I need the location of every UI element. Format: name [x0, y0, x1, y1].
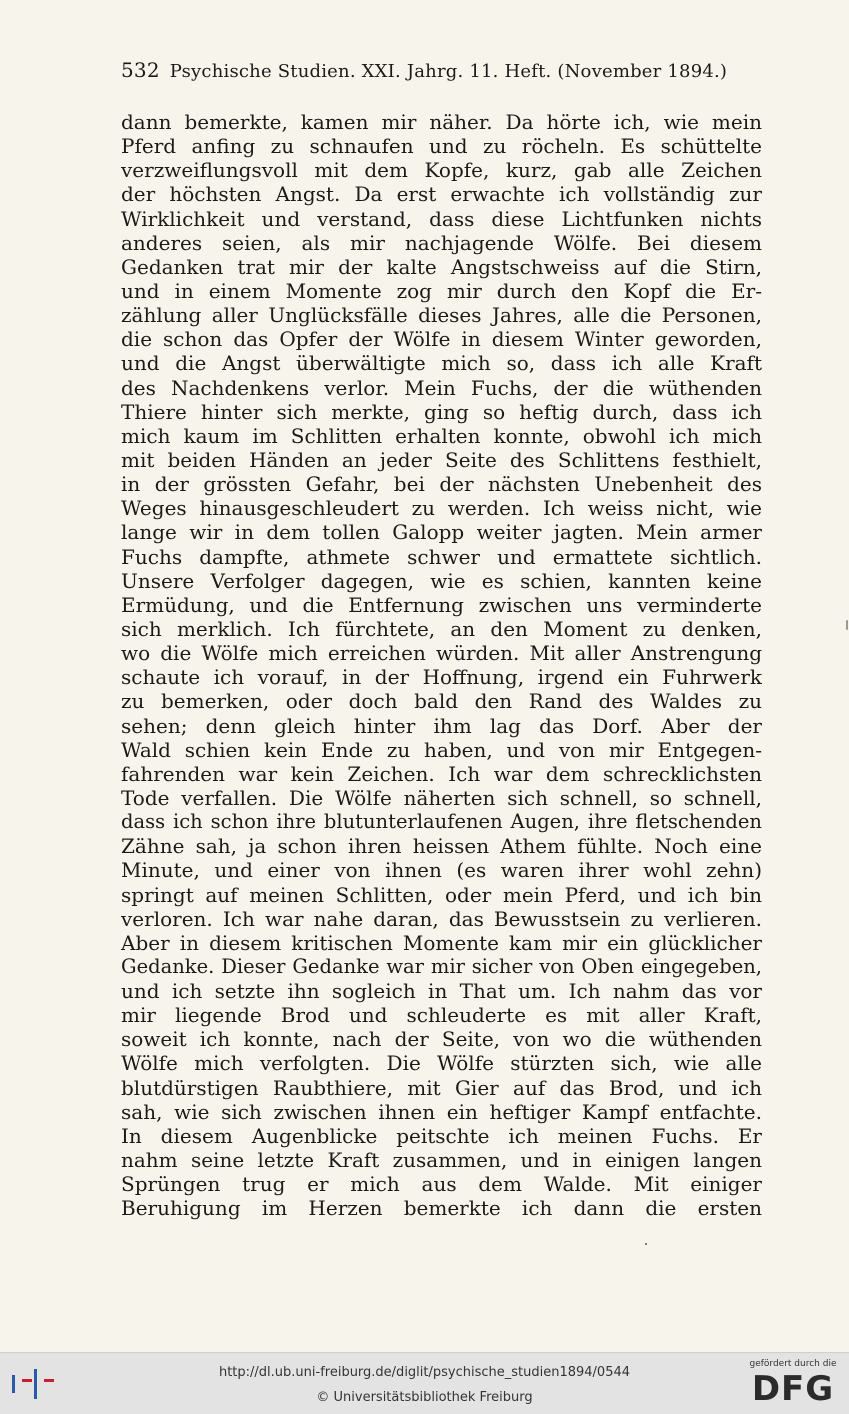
text-line: Aber in diesem kritischen Momente kam mir ein glücklicher [121, 930, 762, 955]
funder-note: gefördert durch die [749, 1359, 837, 1369]
text-line: Ermüdung, und die Entfernung zwischen uns verminderte [121, 592, 762, 617]
text-line: lange wir in dem tollen Galopp weiter jagten. Mein armer [121, 520, 762, 545]
text-line: verzweiflungsvoll mit dem Kopfe, kurz, gab alle Zeichen [121, 158, 762, 183]
text-line: Minute, und einer von ihnen (es waren ihrer wohl zehn) [121, 858, 762, 883]
text-line: und ich setzte ihn sogleich in That um. Ich nahm das vor [121, 979, 762, 1004]
running-header [121, 58, 761, 90]
text-line: verloren. Ich war nahe daran, das Bewusstsein zu verlieren. [121, 906, 762, 931]
text-line: und die Angst überwältigte mich so, dass ich alle Kraft [121, 351, 762, 376]
dfg-funder-block [747, 1359, 839, 1411]
text-line: In diesem Augenblicke peitschte ich meinen Fuchs. Er [121, 1123, 762, 1148]
text-line: Sprüngen trug er mich aus dem Walde. Mit einiger [121, 1172, 762, 1197]
text-line: dass ich schon ihre blutunterlaufenen Augen, ihre fletschenden [121, 810, 762, 834]
text-line: und in einem Momente zog mir durch den Kopf die Er- [121, 278, 762, 303]
text-line: Wölfe mich verfolgten. Die Wölfe stürzten sich, wie alle [121, 1051, 762, 1076]
text-line: in der grössten Gefahr, bei der nächsten Unebenheit des [121, 472, 762, 497]
footer-bar [0, 1352, 849, 1414]
text-line: Gedanken trat mir der kalte Angstschweiss auf die Stirn, [121, 254, 762, 279]
text-line: Thiere hinter sich merkte, ging so heftig durch, dass ich [121, 399, 762, 424]
text-line: wo die Wölfe mich erreichen würden. Mit aller Anstrengung [121, 641, 762, 666]
text-line: Weges hinausgeschleudert zu werden. Ich weiss nicht, wie [121, 496, 762, 521]
text-line: springt auf meinen Schlitten, oder mein Pferd, und ich bin [121, 882, 762, 907]
permalink-url[interactable]: http://dl.ub.uni-freiburg.de/diglit/psychische_studien1894/0544 [218, 1365, 631, 1380]
text-line: Beruhigung im Herzen bemerkte ich dann die ersten [121, 1196, 762, 1221]
text-line: Pferd anfing zu schnaufen und zu röcheln. Es schüttelte [121, 134, 762, 159]
dfg-logo: DFG [751, 1369, 835, 1409]
text-line: die schon das Opfer der Wölfe in diesem Winter geworden, [121, 327, 762, 352]
text-line: zählung aller Unglücksfälle dieses Jahres, alle die Personen, [121, 303, 762, 328]
text-line: Tode verfallen. Die Wölfe näherten sich schnell, so schnell, [121, 785, 762, 810]
text-line: Gedanke. Dieser Gedanke war mir sicher von Oben eingegeben, [121, 954, 762, 978]
text-line: fahrenden war kein Zeichen. Ich war dem schrecklichsten [121, 761, 762, 786]
page-speck [645, 1243, 647, 1245]
text-line: zu bemerken, oder doch bald den Rand des Waldes zu [121, 689, 762, 714]
running-title: Psychische Studien. XXI. Jahrg. 11. Heft. (November 1894.) [169, 61, 728, 82]
copyright-notice: © Universitätsbibliothek Freiburg [316, 1390, 533, 1405]
text-line: blutdürstigen Raubthiere, mit Gier auf das Brod, und ich [121, 1075, 762, 1100]
text-line: mir liegende Brod und schleuderte es mit aller Kraft, [121, 1003, 762, 1028]
text-line: Wirklichkeit und verstand, dass diese Lichtfunken nichts [121, 206, 762, 231]
text-line: mich kaum im Schlitten erhalten konnte, obwohl ich mich [121, 423, 762, 448]
text-line: der höchsten Angst. Da erst erwachte ich vollständig zur [121, 182, 762, 207]
text-line: Unsere Verfolger dagegen, wie es schien, kannten keine [121, 568, 762, 593]
margin-speck [846, 620, 848, 630]
text-line: Fuchs dampfte, athmete schwer und ermattete sichtlich. [121, 544, 762, 569]
text-line: anderes seien, als mir nachjagende Wölfe. Bei diesem [121, 230, 762, 255]
text-line: sehen; denn gleich hinter ihm lag das Dorf. Aber der [121, 713, 762, 738]
body-text [121, 110, 762, 1220]
text-line: sah, wie sich zwischen ihnen ein heftiger Kampf entfachte. [121, 1099, 762, 1124]
text-line: sich merklich. Ich fürchtete, an den Moment zu denken, [121, 616, 762, 641]
text-line: soweit ich konnte, nach der Seite, von wo die wüthenden [121, 1027, 762, 1052]
text-line: nahm seine letzte Kraft zusammen, und in einigen langen [121, 1148, 762, 1173]
text-line: dann bemerkte, kamen mir näher. Da hörte ich, wie mein [121, 110, 762, 134]
text-line: mit beiden Händen an jeder Seite des Schlittens festhielt, [121, 447, 762, 472]
text-line: Wald schien kein Ende zu haben, und von mir Entgegen- [121, 737, 762, 762]
text-line: schaute ich vorauf, in der Hoffnung, irgend ein Fuhrwerk [121, 665, 762, 690]
page-number: 532 [121, 58, 160, 82]
text-line: des Nachdenkens verlor. Mein Fuchs, der die wüthenden [121, 375, 762, 400]
text-line: Zähne sah, ja schon ihren heissen Athem fühlte. Noch eine [121, 834, 762, 859]
